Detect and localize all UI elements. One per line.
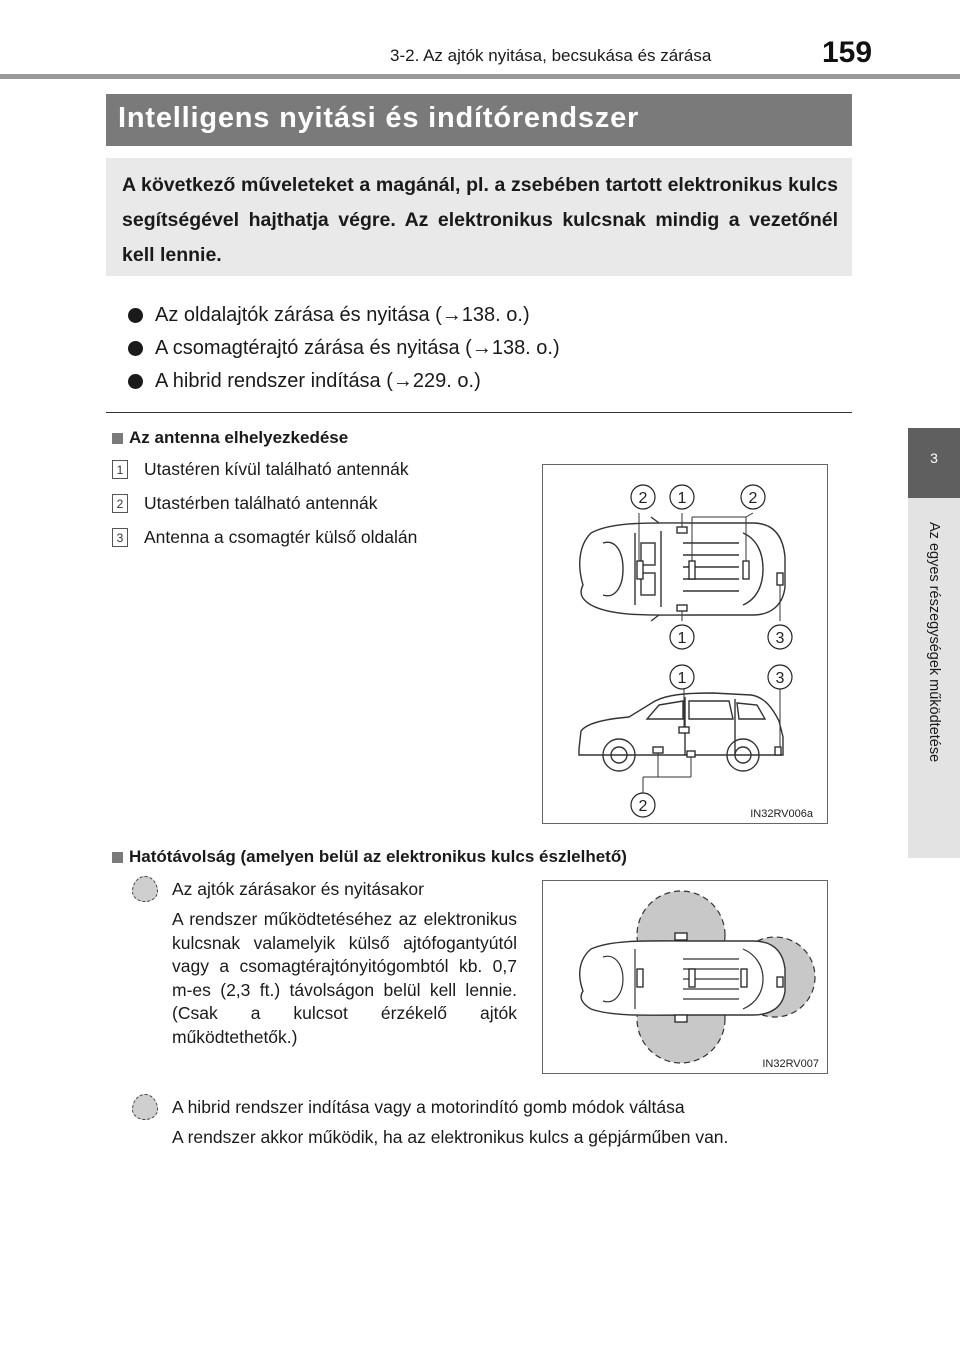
figure-code: IN32RV006a	[750, 808, 813, 820]
bullet-dot-icon	[128, 308, 143, 323]
callout-number: 1	[677, 670, 687, 687]
step-icon	[132, 876, 158, 902]
bullet-dot-icon	[128, 374, 143, 389]
callout-number: 1	[677, 490, 687, 507]
antenna-item	[112, 459, 409, 480]
square-bullet-icon	[112, 852, 123, 863]
step-icon	[132, 1094, 158, 1120]
antenna-item-text: Utastéren kívül található antennák	[144, 459, 409, 479]
range-step1-body: A rendszer működtetéséhez az elektronikus kulcsnak valamelyik külső ajtófogantyútól vagy a csomagtérajtónyitógombtól kb. 0,7 m-es (2,3 ft.) távolságon belül kell lennie. (Csak a kulcsot érzékelő ajtók működtethetők.)	[172, 909, 517, 1047]
range-step1-title: Az ajtók zárásakor és nyitásakor	[172, 879, 424, 899]
antenna-item	[112, 493, 378, 514]
callout-number: 3	[775, 630, 785, 647]
bullet-item	[128, 337, 560, 360]
range-heading-text: Hatótávolság (amelyen belül az elektronikus kulcs észlelhető)	[129, 847, 627, 866]
page-number: 159	[822, 36, 873, 69]
bullet-dot-icon	[128, 341, 143, 356]
antenna-item	[112, 527, 417, 548]
callout-number: 1	[677, 630, 687, 647]
chapter-number: 3	[930, 450, 938, 466]
intro-text: A következő műveleteket a magánál, pl. a zsebében tartott elektronikus kulcs segítségével hajthatja végre. Az elektronikus kulcsnak mindig a vezetőnél kell lennie.	[122, 174, 838, 266]
running-header-section: 3-2. Az ajtók nyitása, becsukása és zárása	[390, 46, 712, 65]
antenna-figure	[542, 464, 828, 824]
number-box: 1	[112, 460, 128, 479]
bullet-text: Az oldalajtók zárása és nyitása (→138. o.)	[155, 304, 530, 326]
callout-number: 2	[748, 490, 758, 507]
callouts-top	[631, 485, 792, 817]
number-box: 3	[112, 528, 128, 547]
bullet-item	[128, 370, 481, 393]
range-step2-body: A rendszer akkor működik, ha az elektronikus kulcs a gépjárműben van.	[172, 1127, 729, 1147]
chapter-title: Az egyes részegységek működtetése	[926, 522, 942, 763]
bullet-item	[128, 304, 530, 327]
antenna-markers-side	[653, 727, 781, 757]
section-divider	[106, 412, 852, 413]
antenna-item-text: Antenna a csomagtér külső oldalán	[144, 527, 418, 547]
callout-number: 2	[638, 490, 648, 507]
figure-code: IN32RV007	[762, 1058, 819, 1070]
antenna-item-text: Utastérben található antennák	[144, 493, 378, 513]
number-box: 2	[112, 494, 128, 513]
antenna-heading-text: Az antenna elhelyezkedése	[129, 428, 349, 447]
page-title: Intelligens nyitási és indítórendszer	[118, 102, 640, 134]
car-top-view-range	[580, 941, 785, 1015]
callout-number: 2	[638, 798, 648, 815]
antenna-heading	[112, 428, 348, 448]
bullet-text: A hibrid rendszer indítása (→229. o.)	[155, 370, 481, 392]
header-rule	[0, 74, 960, 79]
callout-number: 3	[775, 670, 785, 687]
range-diagram	[543, 881, 827, 1073]
antenna-diagram	[543, 465, 827, 823]
range-heading	[112, 847, 627, 867]
antenna-markers-top	[637, 527, 783, 611]
range-figure	[542, 880, 828, 1074]
range-step2-title: A hibrid rendszer indítása vagy a motorindító gomb módok váltása	[172, 1097, 685, 1117]
bullet-text: A csomagtérajtó zárása és nyitása (→138. o.)	[155, 337, 560, 359]
square-bullet-icon	[112, 433, 123, 444]
